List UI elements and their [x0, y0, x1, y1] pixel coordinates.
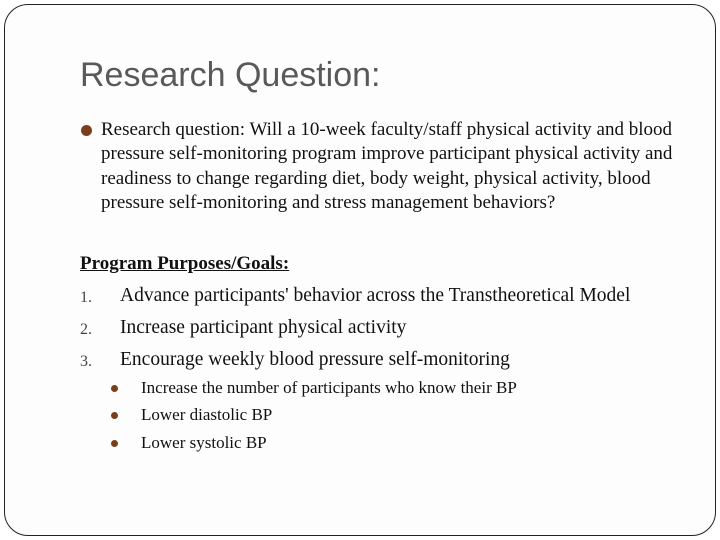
- goal-item: Encourage weekly blood pressure self-monitoring: [120, 349, 510, 370]
- research-question-text: Research question: Will a 10-week faculty/staff physical activity and blood pressure self-monitoring program improve participant physical activity and readiness to change regarding diet, body weight, physical activity, blood pressure self-monitoring and stress management behaviors?: [101, 119, 673, 214]
- sub-bullet-item: Increase the number of participants who know their BP: [141, 378, 517, 397]
- sub-bullet-dot-icon: [111, 440, 118, 447]
- slide-title: Research Question:: [80, 56, 381, 94]
- bullet-dot-icon: [81, 125, 92, 136]
- goal-number: 1.: [80, 289, 92, 306]
- sub-bullet-item: Lower diastolic BP: [141, 405, 273, 424]
- goal-item: Advance participants' behavior across the Transtheoretical Model: [120, 285, 631, 306]
- goal-number: 3.: [80, 353, 92, 370]
- goal-number: 2.: [80, 321, 92, 338]
- goals-heading: Program Purposes/Goals:: [80, 253, 290, 274]
- sub-bullet-item: Lower systolic BP: [141, 433, 267, 452]
- sub-bullet-dot-icon: [111, 412, 118, 419]
- sub-bullet-dot-icon: [111, 385, 118, 392]
- goal-item: Increase participant physical activity: [120, 317, 407, 338]
